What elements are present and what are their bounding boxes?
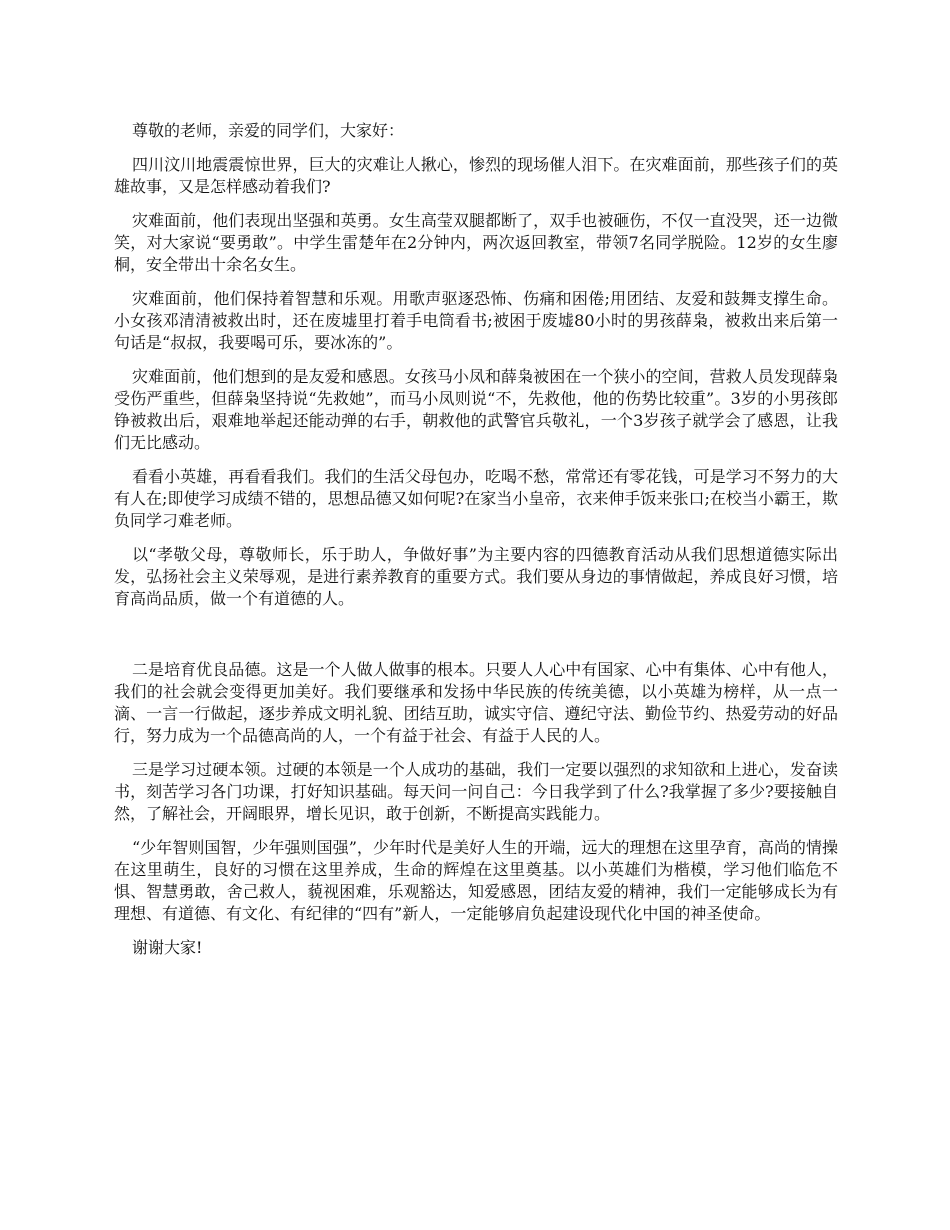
document-page	[114, 120, 838, 971]
paragraph-youth-ideals: “少年智则国智，少年强则国强”，少年时代是美好人生的开端，远大的理想在这里孕育，高尚的情操在这里萌生，良好的习惯在这里养成，生命的辉煌在这里奠基。以小英雄们为楷模，学习他们临危不惧、智慧勇敢，舍己救人，藐视困难，乐观豁达，知爱感恩，团结友爱的精神，我们一定能够成长为有理想、有道德、有文化、有纪律的“四有”新人，一定能够肩负起建设现代化中国的神圣使命。	[114, 838, 838, 923]
paragraph-moral-character: 二是培育优良品德。这是一个人做人做事的根本。只要人人心中有国家、心中有集体、心中有他人，我们的社会就会变得更加美好。我们要继承和发扬中华民族的传统美德，以小英雄为榜样，从一点一滴、一言一行做起，逐步养成文明礼貌、团结互助，诚实守信、遵纪守法、勤俭节约、热爱劳动的好品行，努力成为一个品德高尚的人，一个有益于社会、有益于人民的人。	[114, 660, 838, 745]
paragraph-four-virtues: 以“孝敬父母，尊敬师长，乐于助人，争做好事”为主要内容的四德教育活动从我们思想道德实际出发，弘扬社会主义荣辱观，是进行素养教育的重要方式。我们要从身边的事情做起，养成良好习惯，培育高尚品质，做一个有道德的人。	[114, 545, 838, 608]
paragraph-learning-skills: 三是学习过硬本领。过硬的本领是一个人成功的基础，我们一定要以强烈的求知欲和上进心，发奋读书，刻苦学习各门功课，打好知识基础。每天问一问自己：今日我学到了什么?我掌握了多少?要接触自然，了解社会，开阔眼界，增长见识，敢于创新，不断提高实践能力。	[114, 760, 838, 823]
paragraph-bravery: 灾难面前，他们表现出坚强和英勇。女生高莹双腿都断了，双手也被砸伤，不仅一直没哭，还一边微笑，对大家说“要勇敢”。中学生雷楚年在2分钟内，两次返回教室，带领7名同学脱险。12岁的女生廖桐，安全带出十余名女生。	[114, 211, 838, 274]
paragraph-reflection: 看看小英雄，再看看我们。我们的生活父母包办，吃喝不愁，常常还有零花钱，可是学习不努力的大有人在;即使学习成绩不错的，思想品德又如何呢?在家当小皇帝，衣来伸手饭来张口;在校当小霸王，欺负同学刁难老师。	[114, 467, 838, 530]
greeting-paragraph: 尊敬的老师，亲爱的同学们，大家好：	[132, 121, 405, 140]
paragraph-gratitude: 灾难面前，他们想到的是友爱和感恩。女孩马小凤和薛枭被困在一个狭小的空间，营救人员发现薛枭受伤严重些，但薛枭坚持说“先救她”，而马小凤则说“不，先救他，他的伤势比较重”。3岁的小男孩郎铮被救出后，艰难地举起还能动弹的右手，朝救他的武警官兵敬礼，一个3岁孩子就学会了感恩，让我们无比感动。	[114, 367, 838, 452]
closing-paragraph: 谢谢大家!	[132, 938, 203, 957]
paragraph-wisdom: 灾难面前，他们保持着智慧和乐观。用歌声驱逐恐怖、伤痛和困倦;用团结、友爱和鼓舞支撑生命。小女孩邓清清被救出时，还在废墟里打着手电筒看书;被困于废墟80小时的男孩薛枭，被救出来后第一句话是“叔叔，我要喝可乐，要冰冻的”。	[114, 289, 838, 352]
paragraph-intro: 四川汶川地震震惊世界，巨大的灾难让人揪心，惨烈的现场催人泪下。在灾难面前，那些孩子们的英雄故事，又是怎样感动着我们?	[114, 155, 838, 196]
section-gap	[114, 622, 838, 659]
